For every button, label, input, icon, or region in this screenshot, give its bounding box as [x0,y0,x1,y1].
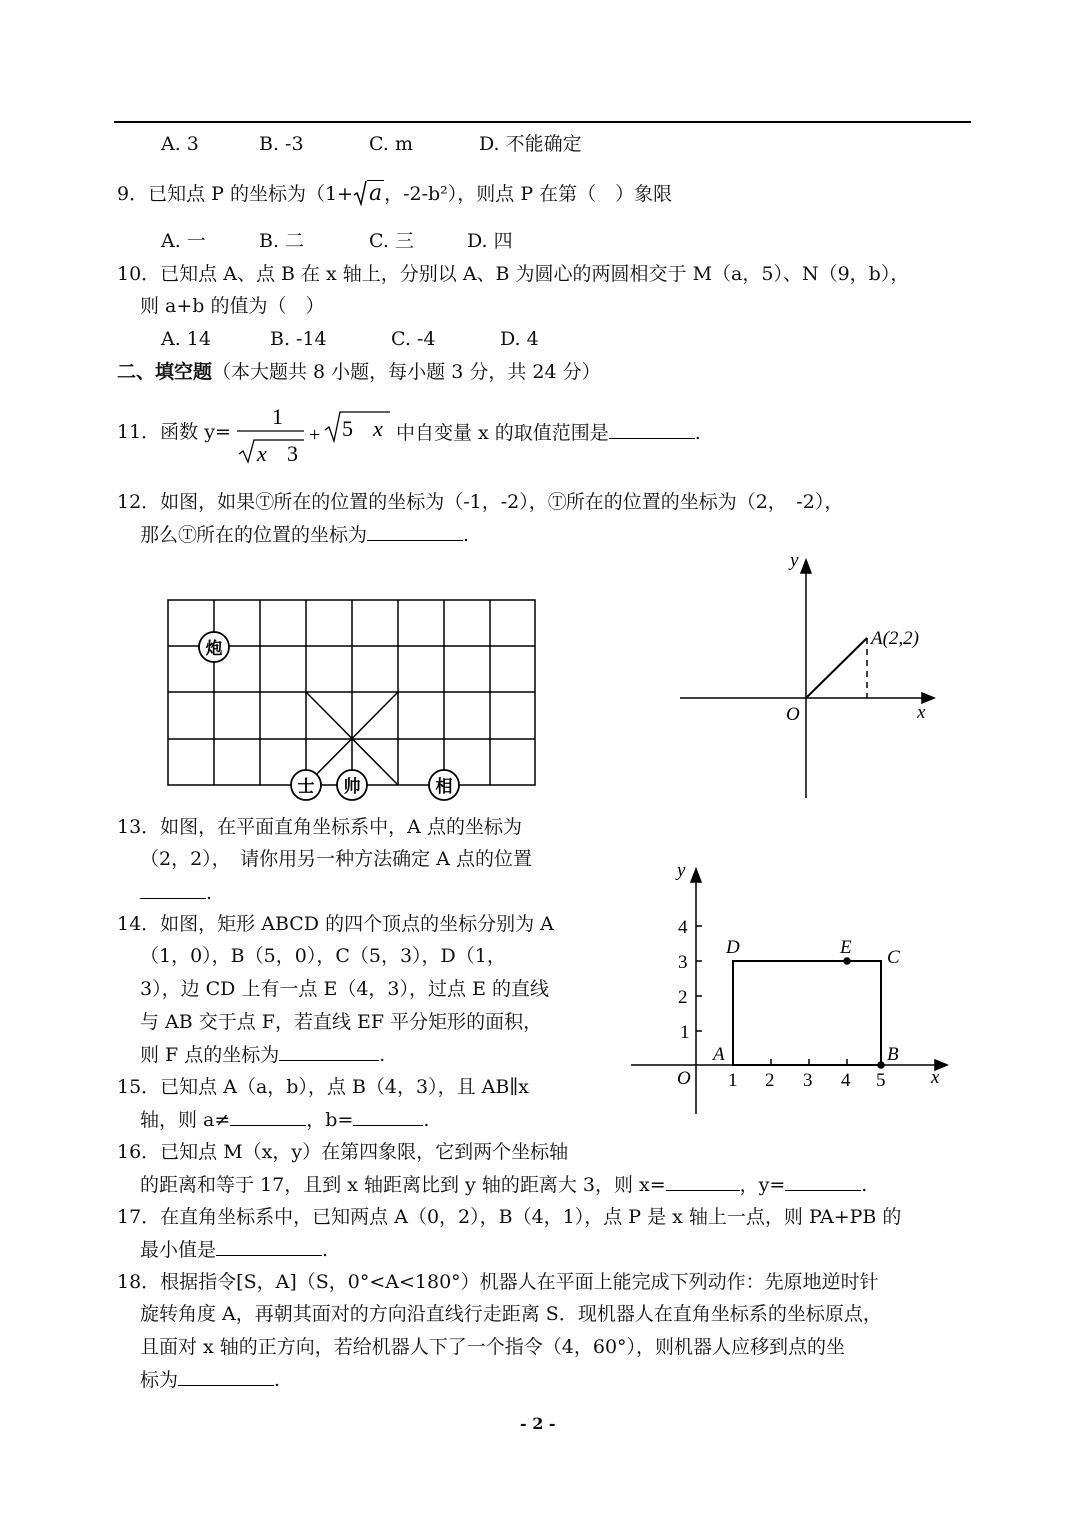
q11-rad-x: x [373,416,383,441]
q13-line-3 [140,880,212,905]
point-e [844,958,850,964]
q14-line-2: （1，0），B（5，0），C（5，3），D（1， [140,945,506,967]
q11-den-x: x [257,441,267,466]
q11-plus: + [309,424,321,446]
q16-line-1: 16．已知点 M（x，y）在第四象限，它到两个坐标轴 [117,1141,569,1163]
q12-line1a: 12．如图，如果 [117,491,256,513]
q18-answer-blank[interactable] [178,1367,274,1386]
q16-y-blank[interactable] [785,1172,861,1191]
q13-line-1: 13．如图，在平面直角坐标系中，A 点的坐标为 [117,816,522,838]
q15-line2b: ，b= [306,1109,354,1131]
y-tick-4: 4 [678,917,688,938]
x-tick-4: 4 [841,1070,851,1091]
xiang-label: 相 [435,777,453,796]
q12-line-1 [117,490,843,514]
pao-piece [199,632,229,662]
x-tick-5: 5 [876,1070,886,1091]
rectangle-abcd [733,961,881,1065]
q9-post: ，-2-b²），则点 P 在第（ ）象限 [384,183,673,205]
q13-end: . [206,882,213,904]
q11-den-3: 3 [287,441,298,466]
q9-option-b: B. 二 [259,230,305,252]
q8-option-b: B. -3 [259,133,304,155]
q9-option-a: A. 一 [161,230,206,252]
q10-option-b: B. -14 [270,328,327,350]
q14-answer-blank[interactable] [279,1042,379,1061]
q8-option-c: C. m [369,133,413,155]
fig2-y-label: y [677,860,686,881]
q12-line2a: 那么 [140,524,179,546]
pao-piece-icon: Ⓣ [178,524,198,546]
shuai-piece [337,770,367,800]
q10-line-2: 则 a+b 的值为（ ） [140,295,325,317]
label-d: D [726,937,740,958]
q18-line-4 [140,1367,280,1392]
label-c: C [887,947,900,968]
q18-end: . [274,1369,281,1391]
q13-answer-blank[interactable] [140,880,206,899]
q15-b-blank[interactable] [353,1107,423,1126]
shi-piece [291,770,321,800]
section-2-note: （本大题共 8 小题，每小题 3 分，共 24 分） [212,361,601,383]
q9-option-d: D. 四 [467,230,513,252]
q10-option-d: D. 4 [500,328,539,350]
y-tick-2: 2 [678,987,688,1008]
q12-line-2 [140,522,469,547]
fig1-origin: O [786,704,800,725]
q12-answer-blank[interactable] [367,522,463,541]
q10-option-a: A. 14 [161,328,211,350]
label-b: B [887,1044,899,1065]
q18-line-3: 且面对 x 轴的正方向，若给机器人下了一个指令（4，60°），则机器人应移到点的坐 [140,1336,846,1358]
q14-line-5 [140,1042,385,1067]
q11-rad-5: 5 [342,416,353,441]
coordinate-figure-a [672,546,942,802]
q15-line2a: 轴，则 a≠ [140,1109,231,1131]
q14-line-4: 与 AB 交于点 F，若直线 EF 平分矩形的面积， [140,1011,543,1033]
fig2-origin: O [677,1068,691,1089]
fig2-x-label: x [931,1067,940,1088]
page-number: - 2 - [520,1414,556,1433]
xiang-piece [429,770,459,800]
q17-end: . [322,1239,329,1261]
y-tick-3: 3 [678,952,688,973]
q14-end: . [379,1044,386,1066]
q8-option-d: D. 不能确定 [479,133,582,155]
q11-end: . [694,422,701,444]
q10-option-c: C. -4 [391,328,436,350]
q17-line-1: 17．在直角坐标系中，已知两点 A（0，2），B（4，1），点 P 是 x 轴上一点，则 PA+PB 的 [117,1206,902,1228]
y-axis-arrow-icon [691,869,701,882]
q16-line2a: 的距离和等于 17，且到 x 轴距离比到 y 轴的距离大 3，则 x= [140,1174,666,1196]
q10-line-1: 10．已知点 A、点 B 在 x 轴上，分别以 A、B 为圆心的两圆相交于 M（a，5）、N（9，b）， [117,263,910,285]
q8-option-a: A. 3 [161,133,199,155]
question-9 [117,180,672,206]
q9-sqrt [353,180,384,206]
x-tick-3: 3 [803,1070,813,1091]
q17-line2-text: 最小值是 [140,1239,217,1261]
q12-line2b: 所在的位置的坐标为 [196,524,368,546]
q11-post: 中自变量 x 的取值范围是 [396,422,609,444]
q9-option-c: C. 三 [369,230,414,252]
q12-line1b: 所在的位置的坐标为（-1，-2）， [273,491,548,513]
q9-radicand: a [368,181,383,206]
fig1-y-label: y [790,550,799,571]
fig1-x-label: x [917,702,926,723]
y-axis-arrow-icon [801,560,811,573]
shuai-label: 帅 [343,777,361,796]
segment-oa [806,638,867,698]
point-b [878,1062,884,1068]
q18-line4-text: 标为 [140,1369,179,1391]
q15-line-2 [140,1107,429,1132]
q14-line-1: 14．如图，矩形 ABCD 的四个顶点的坐标分别为 A [117,913,554,935]
x-tick-2: 2 [765,1070,775,1091]
q16-line-2 [140,1172,867,1197]
sqrt-sign-icon [353,180,367,206]
q11-numerator: 1 [272,404,283,429]
q12-end: . [463,524,470,546]
xiang-piece-icon: Ⓣ [547,491,567,513]
chess-board-figure [160,592,545,807]
q12-line1c: 所在的位置的坐标为（2， -2）， [565,491,844,513]
q14-line5-text: 则 F 点的坐标为 [140,1044,280,1066]
q11-pre: 11．函数 y= [117,421,231,443]
x-tick-1: 1 [728,1070,738,1091]
y-tick-1: 1 [680,1022,690,1043]
q15-line-1: 15．已知点 A（a，b），点 B（4，3），且 AB∥x [117,1076,529,1098]
q16-end: . [861,1174,868,1196]
section-2-heading [117,360,601,384]
q18-line-2: 旋转角度 A，再朝其面对的方向沿直线行走距离 S．现机器人在直角坐标系的坐标原点， [140,1303,882,1325]
q9-pre: 9．已知点 P 的坐标为（1+ [117,183,353,205]
fig1-point-a-label: A(2,2) [871,628,920,649]
q13-line-2: （2，2）， 请你用另一种方法确定 A 点的位置 [140,848,532,870]
label-a: A [713,1044,725,1065]
q11-tail [396,420,701,445]
header-rule [114,121,971,123]
q17-answer-blank[interactable] [216,1237,322,1256]
shi-label: 士 [297,777,315,796]
q11-answer-blank[interactable] [609,420,695,439]
q16-x-blank[interactable] [666,1172,740,1191]
q17-line-2 [140,1237,328,1262]
q18-line-1: 18．根据指令[S，A]（S，0°<A<180°）机器人在平面上能完成下列动作：先原地逆时针 [117,1271,879,1293]
q11-formula [230,398,395,470]
q14-line-3: 3），边 CD 上有一点 E（4，3），过点 E 的直线 [140,978,549,1000]
coordinate-figure-rectangle [625,852,955,1118]
pao-label: 炮 [205,639,223,658]
shi-piece-icon: Ⓣ [255,491,275,513]
q15-a-blank[interactable] [230,1107,306,1126]
q15-end: . [423,1109,430,1131]
q16-line2b: ，y= [739,1174,786,1196]
label-e: E [840,937,852,958]
section-2-title: 二、填空题 [117,361,213,383]
